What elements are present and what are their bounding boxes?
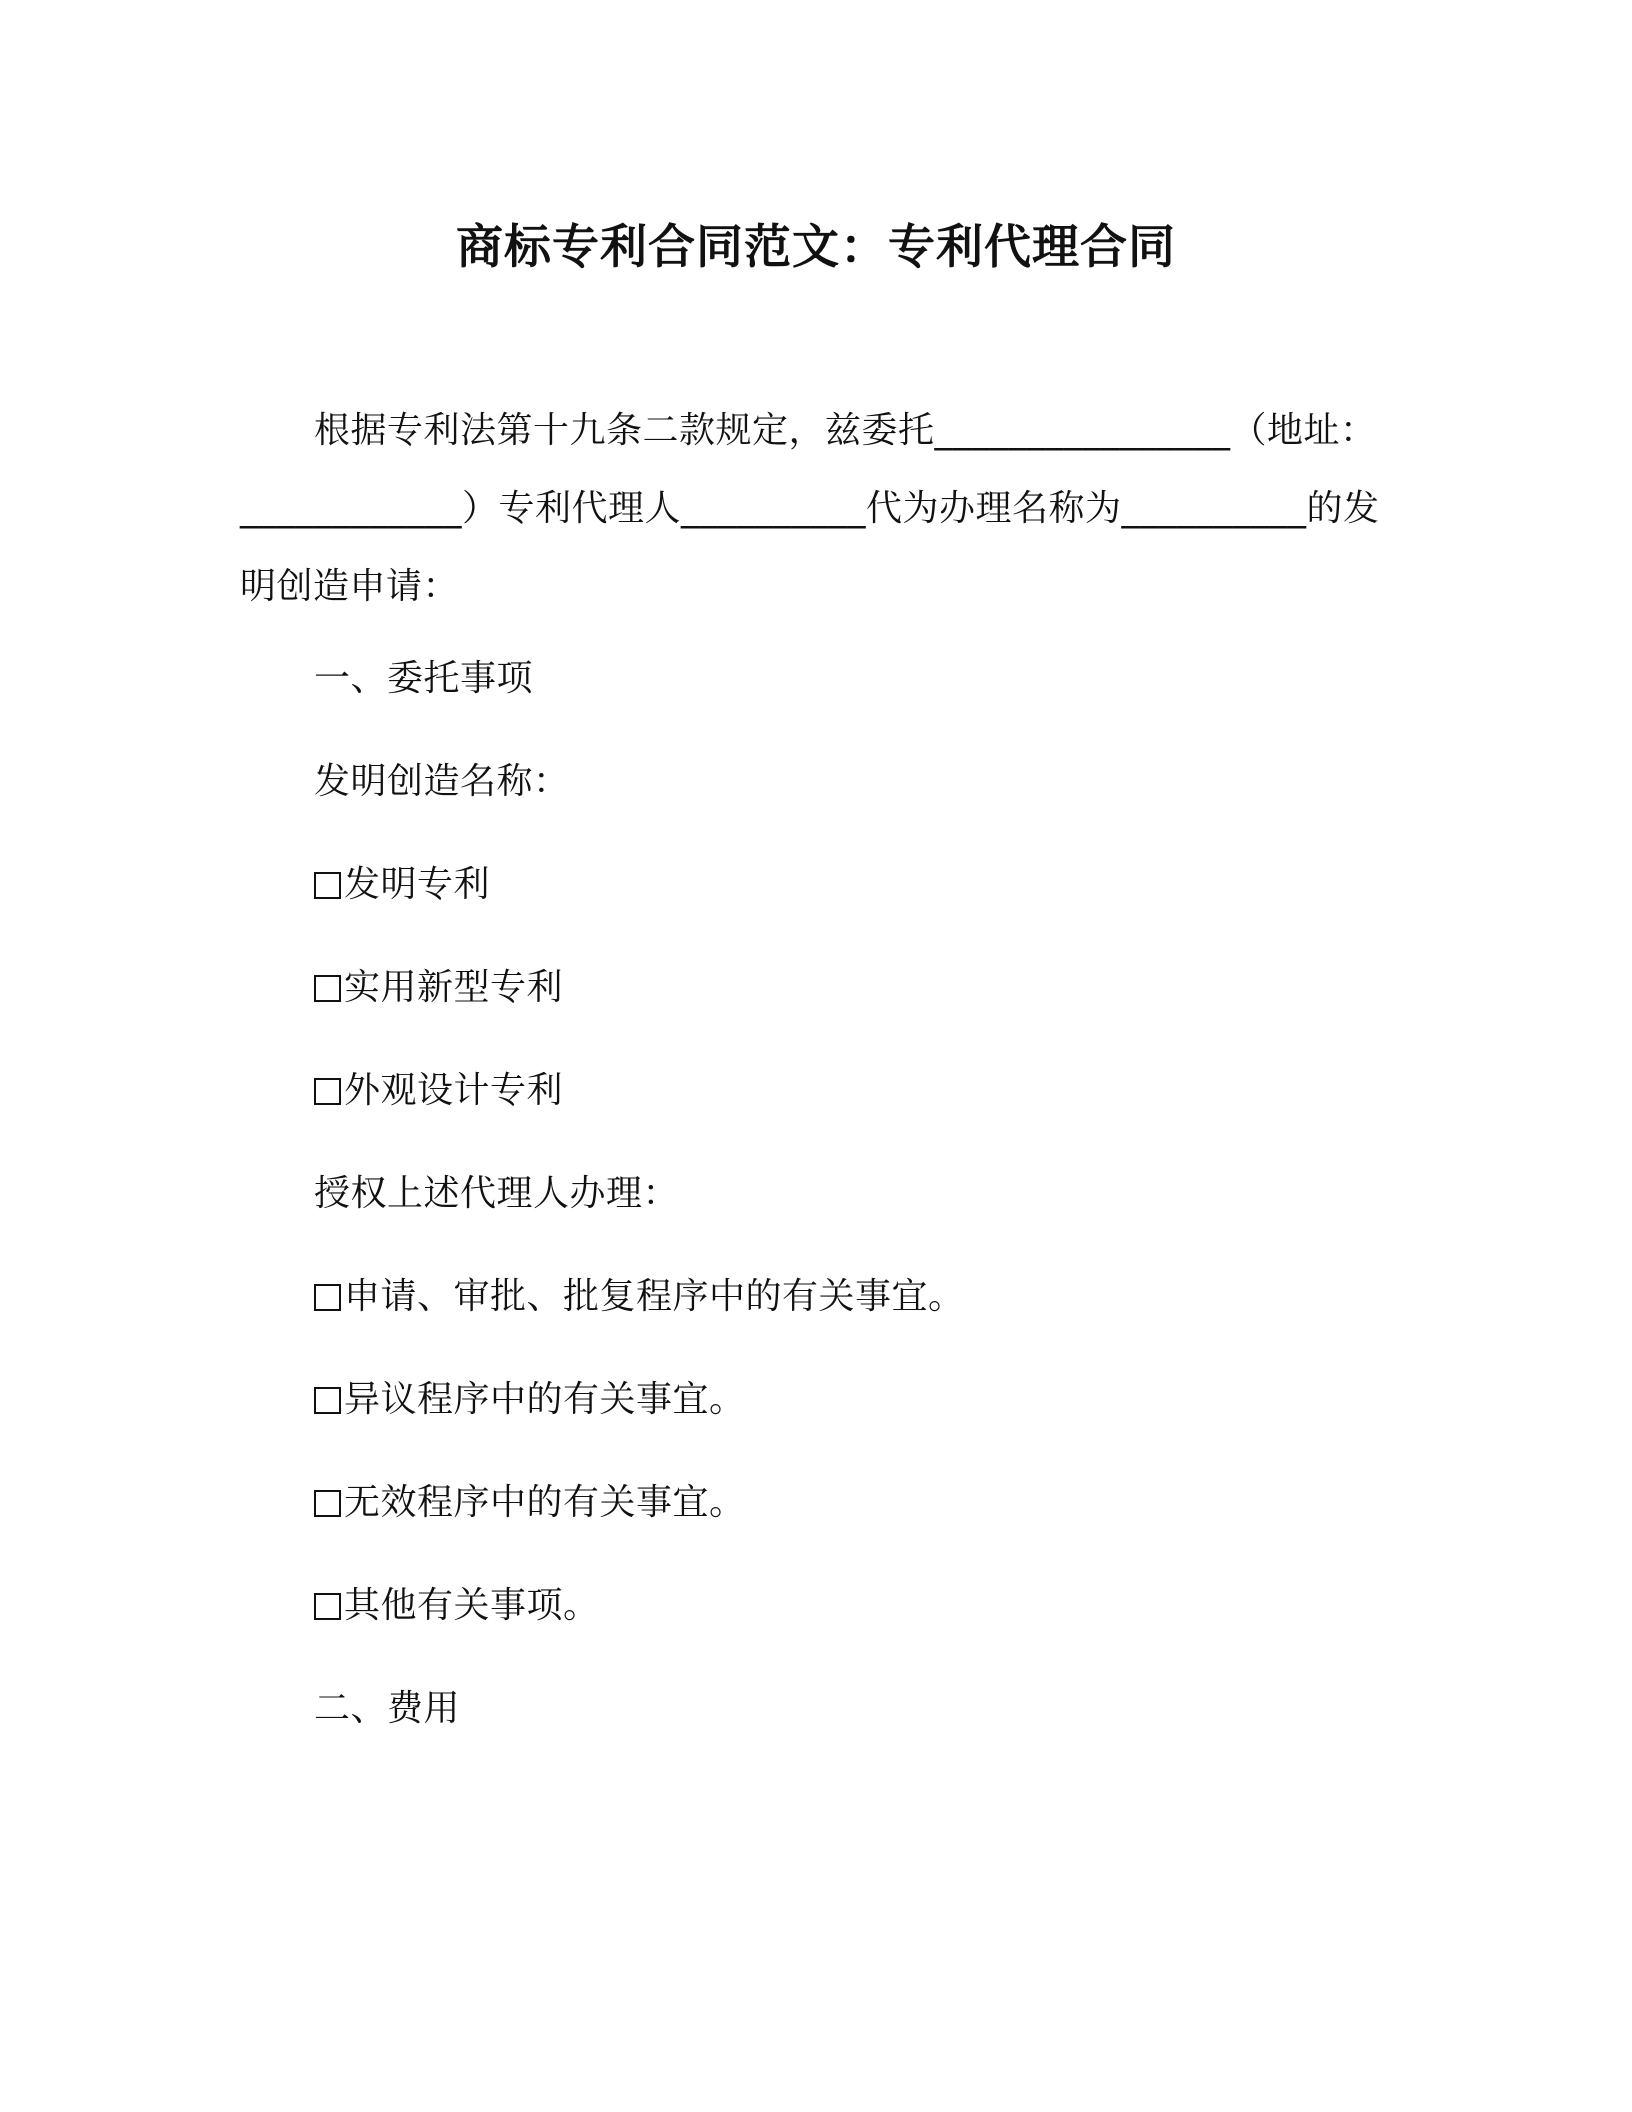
checkbox-label: 外观设计专利 — [344, 1070, 564, 1111]
authorize-label: 授权上述代理人办理： — [314, 1173, 680, 1214]
checkbox-label: 其他有关事项。 — [344, 1585, 600, 1626]
checkbox-item-invention-patent — [314, 860, 490, 910]
checkbox-icon[interactable] — [314, 1284, 341, 1311]
checkbox-item-design-patent — [314, 1066, 563, 1116]
checkbox-item-invalidation — [314, 1478, 746, 1528]
checkbox-icon[interactable] — [314, 975, 341, 1002]
checkbox-label: 发明专利 — [344, 864, 491, 905]
checkbox-label: 申请、审批、批复程序中的有关事宜。 — [344, 1276, 965, 1317]
checkbox-item-application — [314, 1272, 965, 1322]
checkbox-item-other — [314, 1581, 600, 1631]
checkbox-label: 实用新型专利 — [344, 967, 564, 1008]
section-heading-fees: 二、费用 — [314, 1688, 461, 1729]
checkbox-label: 无效程序中的有关事宜。 — [344, 1482, 746, 1523]
checkbox-icon[interactable] — [314, 1387, 341, 1414]
checkbox-label: 异议程序中的有关事宜。 — [344, 1379, 746, 1420]
checkbox-item-utility-model — [314, 963, 563, 1013]
document-title: 商标专利合同范文：专利代理合同 — [456, 220, 1176, 275]
checkbox-item-opposition — [314, 1375, 746, 1425]
intro-paragraph: 根据专利法第十九条二款规定，兹委托________________（地址：____________）专利代理人__________代为办理名称为__________的发明创造申请： — [240, 410, 1380, 607]
section-heading-commission: 一、委托事项 — [314, 658, 534, 699]
invention-name-label: 发明创造名称： — [314, 761, 570, 802]
checkbox-icon[interactable] — [314, 1490, 341, 1517]
checkbox-icon[interactable] — [314, 1078, 341, 1105]
checkbox-icon[interactable] — [314, 872, 341, 899]
checkbox-icon[interactable] — [314, 1593, 341, 1620]
